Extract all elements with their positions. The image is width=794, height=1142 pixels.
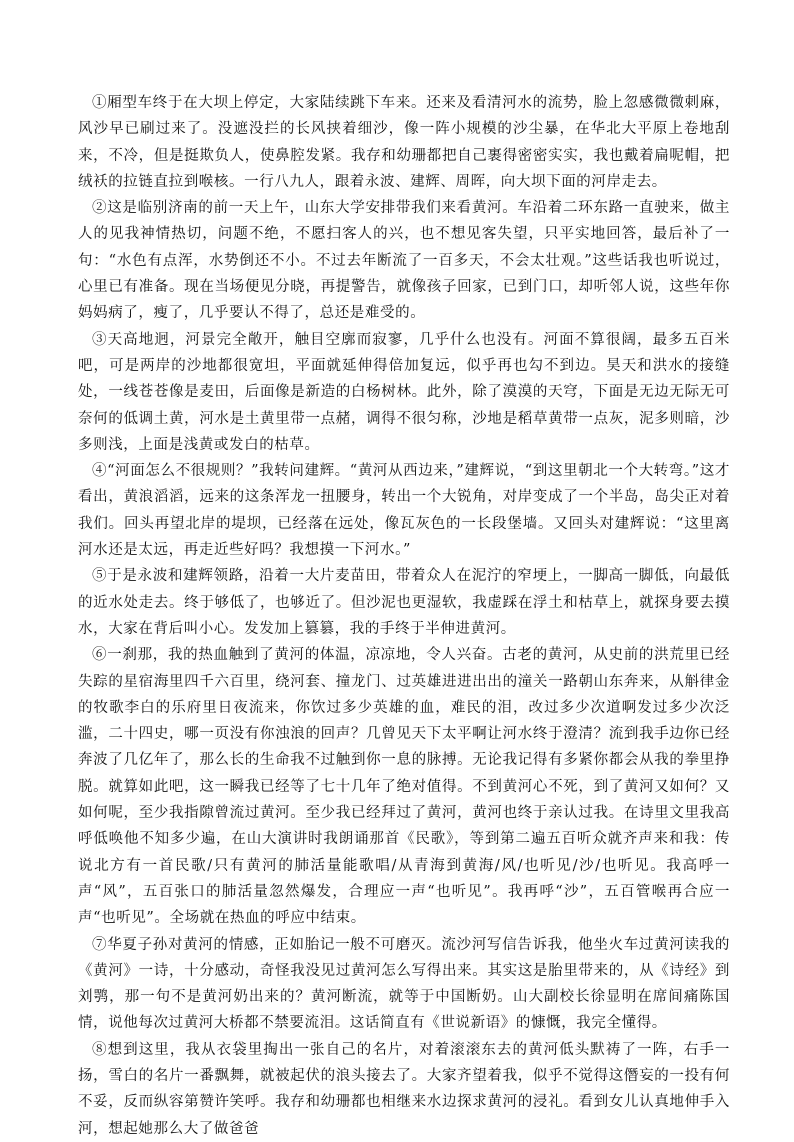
paragraph-3: ③天高地迥，河景完全敞开，触目空廓而寂寥，几乎什么也没有。河面不算很阔，最多五百米吧，可是两岸的沙地都很宽坦，平面就延伸得倍加复远，似乎再也勾不到边。昊天和洪水的接缝处，一线苍苍像是麦田，后面像是新造的白杨树林。此外，除了漠漠的天穹，下面是无边无际无可奈何的低调土黄，河水是土黄里带一点赭，调得不很匀称，沙地是稻草黄带一点灰，泥多则暗，沙多则浅，上面是浅黄或发白的枯草。 xyxy=(78,331,730,453)
paragraph-6: ⑥一刹那，我的热血触到了黄河的体温，凉凉地，令人兴奋。古老的黄河，从史前的洪荒里已经失踪的星宿海里四千六百里，绕河套、撞龙门、过英雄进进出出的潼关一路朝山东奔来，从斛律金的牧歌李白的乐府里日夜流来，你饮过多少英雄的血，难民的泪，改过多少次道啊发过多少次泛滥，二十四史，哪一页没有你浊浪的回声？几曾见天下太平啊让河水终于澄清？流到我手边你已经奔波了几亿年了，那么长的生命我不过触到你一息的脉搏。无论我记得有多紧你都会从我的拳里挣脱。就算如此吧，这一瞬我已经等了七十几年了绝对值得。不到黄河心不死，到了黄河又如何？又如何呢，至少我指隙曾流过黄河。至少我已经拜过了黄河，黄河也终于亲认过我。在诗里文里我高呼低唤他不知多少遍，在山大演讲时我朗诵那首《民歌》，等到第二遍五百听众就齐声来和我：传说北方有一首民歌/只有黄河的肺活量能歌唱/从青海到黄海/风/也听见/沙/也听见。我高呼一声“风”，五百张口的肺活量忽然爆发，合理应一声“也听见”。我再呼“沙”，五百管喉再合应一声“也听见”。全场就在热血的呼应中结束。 xyxy=(78,647,730,927)
paragraph-1: ①厢型车终于在大坝上停定，大家陆续跳下车来。还来及看清河水的流势，脸上忽感微微刺麻，风沙早已刷过来了。没遮没拦的长风挟着细沙，像一阵小规模的沙尘暴，在华北大平原上卷地刮来，不冷，但是挺欺负人，使鼻腔发紧。我存和幼珊都把自己裹得密密实实，我也戴着扁呢帽，把绒袄的拉链直拉到喉核。一行八九人，跟着永波、建辉、周晖，向大坝下面的河岸走去。 xyxy=(78,95,730,190)
paragraph-2: ②这是临别济南的前一天上午，山东大学安排带我们来看黄河。车沿着二环东路一直驶来，做主人的见我神情热切，问题不绝，不愿扫客人的兴，也不想见客失望，只平实地回答，最后补了一句：“水色有点浑，水势倒还不小。不过去年断流了一百多天，不会太壮观。”这些话我也听说过，心里已有准备。现在当场便见分晓，再提警告，就像孩子回家，已到门口，却听邻人说，这些年你妈妈病了，瘦了，几乎要认不得了，总还是难受的。 xyxy=(78,200,730,322)
paragraph-7: ⑦华夏子孙对黄河的情感，正如胎记一般不可磨灭。流沙河写信告诉我，他坐火车过黄河读我的《黄河》一诗，十分感动，奇怪我没见过黄河怎么写得出来。其实这是胎里带来的，从《诗经》到刘鹗，那一句不是黄河奶出来的？黄河断流，就等于中国断奶。山大副校长徐显明在席间痛陈国情，说他每次过黄河大桥都不禁要流泪。这话简直有《世说新语》的慷慨，我完全懂得。 xyxy=(78,936,730,1032)
paragraph-8: ⑧想到这里，我从衣袋里掏出一张自己的名片，对着滚滚东去的黄河低头默祷了一阵，右手一扬，雪白的名片一番飘舞，就被起伏的浪头接去了。大家齐望着我，似乎不觉得这僭妄的一投有何不妥，反而纵容第赞许笑呼。我存和幼珊都也相继来水边探求黄河的浸礼。看到女儿认真地伸手入河，想起她那么大了做爸爸 xyxy=(78,1041,730,1137)
paragraph-5: ⑤于是永波和建辉领路，沿着一大片麦苗田，带着众人在泥泞的窄埂上，一脚高一脚低，向最低的近水处走去。终于够低了，也够近了。但沙泥也更湿软，我虚踩在浮土和枯草上，就探身要去摸水，大家在背后叫小心。发发加上篡篡，我的手终于半伸进黄河。 xyxy=(78,568,730,637)
paragraph-4: ④“河面怎么不很规则？”我转问建辉。“黄河从西边来，”建辉说，“到这里朝北一个大转弯。”这才看出，黄浪滔滔，远来的这条浑龙一扭腰身，转出一个大锐角，对岸变成了一个半岛，岛尖正对着我们。回头再望北岸的堤坝，已经落在远处，像瓦灰色的一长段堡墙。又回头对建辉说：“这里离河水还是太远，再走近些好吗？我想摸一下河水。” xyxy=(78,463,730,559)
